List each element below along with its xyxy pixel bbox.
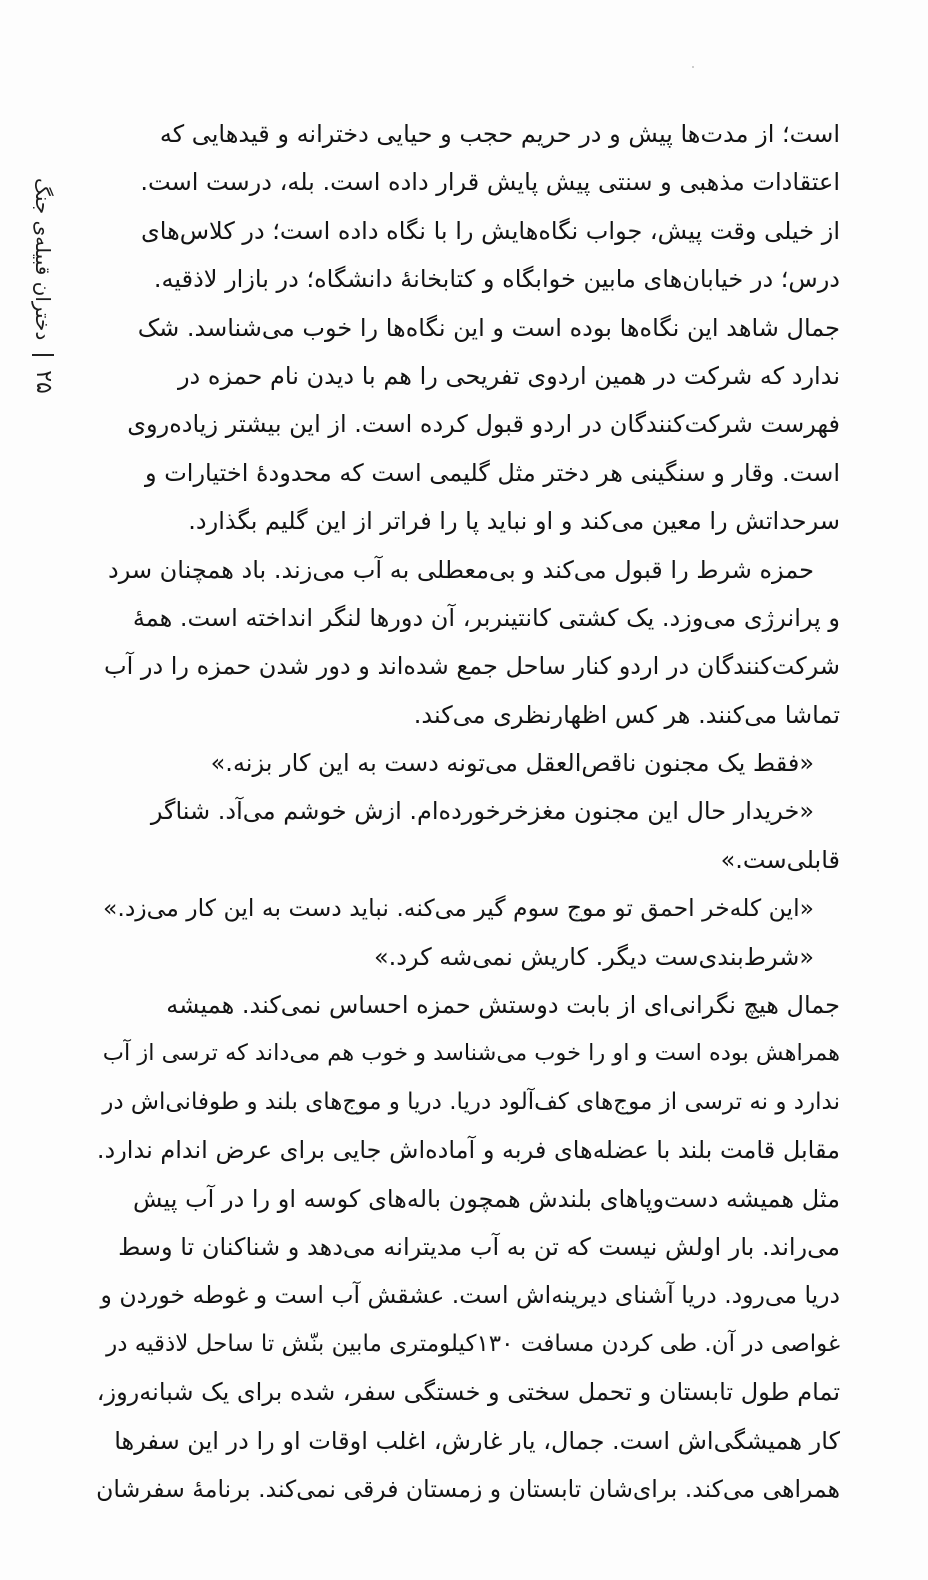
text-line: کار همیشگی‌اش است. جمال، یار غارش، اغلب اوقات او را در این سفرها xyxy=(114,1426,840,1455)
text-line: و پرانرژی می‌وزد. یک کشتی کانتینربر، آن دورها لنگر انداخته است. همهٔ xyxy=(132,603,840,632)
text-line: مقابل قامت بلند با عضله‌های فربه و آماده‌اش جایی برای عرض اندام ندارد. xyxy=(96,1136,840,1165)
text-line: همراهی می‌کند. برای‌شان تابستان و زمستان فرقی نمی‌کند. برنامهٔ سفرشان xyxy=(96,1474,840,1503)
body-text xyxy=(95,110,840,1513)
scan-speck xyxy=(692,66,694,68)
running-header xyxy=(31,178,76,638)
running-header-rotated xyxy=(31,178,56,394)
dialogue-line: «فقط یک مجنون ناقص‌العقل می‌تونه دست به این کار بزنه.» xyxy=(210,749,814,778)
text-line: فهرست شرکت‌کنندگان در اردو قبول کرده است. از این بیشتر زیاده‌روی xyxy=(127,410,840,439)
page-number: ۲۵ xyxy=(31,370,56,394)
text-line: تمام طول تابستان و تحمل سختی و خستگی سفر، شده برای یک شبانه‌روز، xyxy=(96,1378,840,1407)
text-line: اعتقادات مذهبی و سنتی پیش پایش قرار داده است. بله، درست است. xyxy=(140,168,840,197)
text-line: شرکت‌کنندگان در اردو کنار ساحل جمع شده‌اند و دور شدن حمزه را در آب xyxy=(103,652,840,681)
text-line: است. وقار و سنگینی هر دختر مثل گلیمی است که محدودهٔ اختیارات و xyxy=(144,458,840,487)
dialogue-line: «خریدار حال این مجنون مغزخرخورده‌ام. ازش خوشم می‌آد. شناگر xyxy=(150,797,814,826)
text-line: از خیلی وقت پیش، جواب نگاه‌هایش را با نگاه داده است؛ در کلاس‌های xyxy=(140,216,840,245)
paragraph-first-line: حمزه شرط را قبول می‌کند و بی‌معطلی به آب می‌زند. باد همچنان سرد xyxy=(108,555,814,584)
text-line: جمال هیچ نگرانی‌ای از بابت دوستش حمزه احساس نمی‌کند. همیشه xyxy=(166,991,840,1020)
text-line: می‌راند. بار اولش نیست که تن به آب مدیترانه می‌دهد و شناکنان تا وسط xyxy=(118,1232,840,1261)
dialogue-line: «شرط‌بندی‌ست دیگر. کاریش نمی‌شه کرد.» xyxy=(373,942,814,971)
text-line: قابلی‌ست.» xyxy=(720,845,840,874)
running-header-title: دختران قبیله‌ی جنگ xyxy=(31,178,56,341)
text-line: تماشا می‌کنند. هر کس اظهارنظری می‌کند. xyxy=(413,700,840,729)
text-line: سرحداتش را معین می‌کند و او نباید پا را فراتر از این گلیم بگذارد. xyxy=(188,507,840,536)
text-line: جمال شاهد این نگاه‌ها بوده است و این نگاه‌ها را خوب می‌شناسد. شک xyxy=(137,313,840,342)
dialogue-line: «این کله‌خر احمق تو موج سوم گیر می‌کنه. نباید دست به این کار می‌زد.» xyxy=(102,894,814,923)
header-divider-bar xyxy=(33,354,55,356)
text-line: ندارد و نه ترسی از موج‌های کف‌آلود دریا. دریا و موج‌های بلند و طوفانی‌اش در xyxy=(102,1088,840,1115)
text-line: همراهش بوده است و او را خوب می‌شناسد و خوب هم می‌داند که ترسی از آب xyxy=(102,1040,840,1067)
text-line: درس؛ در خیابان‌های مابین خوابگاه و کتابخانهٔ دانشگاه؛ در بازار لاذقیه. xyxy=(153,265,840,294)
text-line: غواصی در آن. طی کردن مسافت ۱۳۰کیلومتری مابین بنّش تا ساحل لاذقیه در xyxy=(106,1330,840,1357)
text-line: ندارد که شرکت در همین اردوی تفریحی را هم با دیدن نام حمزه در xyxy=(177,361,840,390)
text-line: مثل همیشه دست‌وپاهای بلندش همچون باله‌های کوسه او را در آب پیش xyxy=(132,1184,840,1213)
text-line: است؛ از مدت‌ها پیش و در حریم حجب و حیایی دخترانه و قیدهایی که xyxy=(159,120,840,148)
text-line: دریا می‌رود. دریا آشنای دیرینه‌اش است. عشقش آب است و غوطه خوردن و xyxy=(100,1281,840,1310)
